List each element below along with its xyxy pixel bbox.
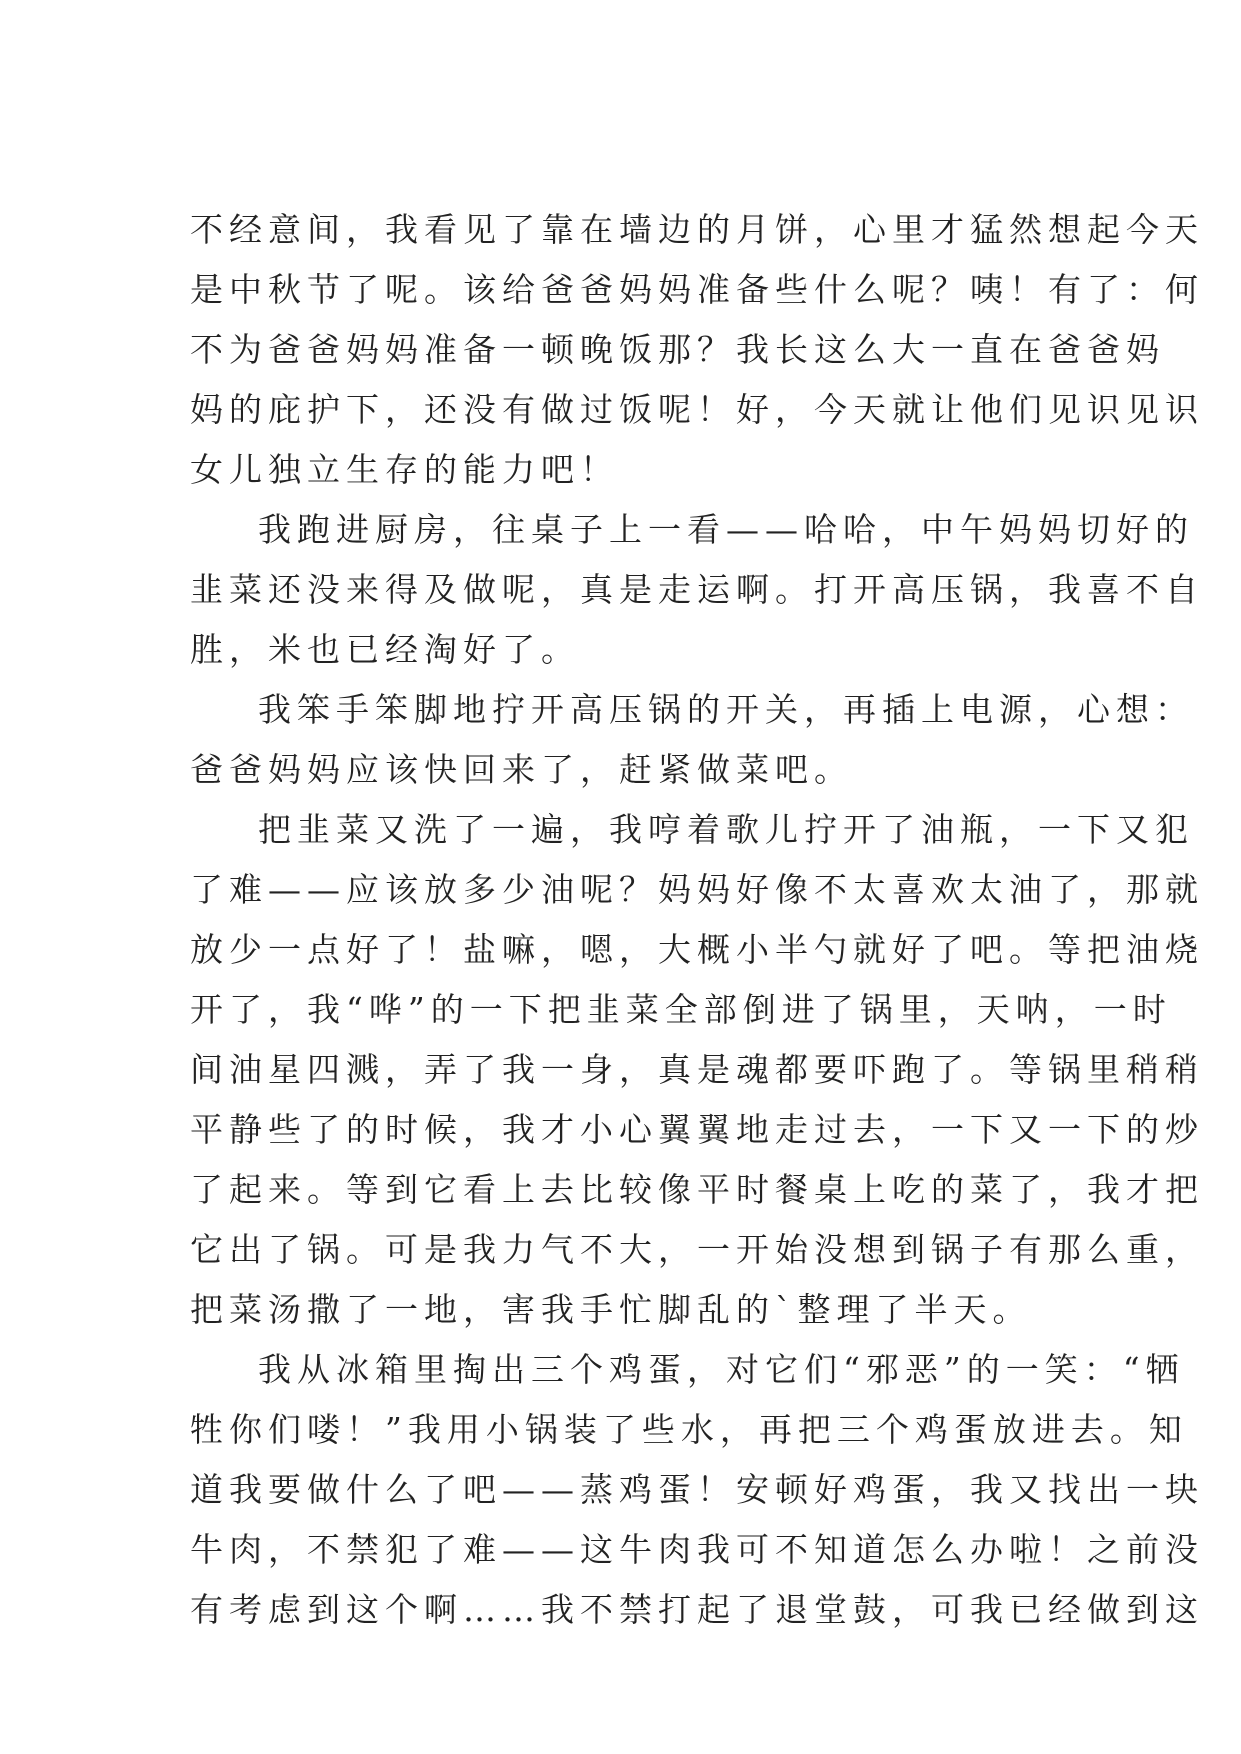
text-line: 道我要做什么了吧——蒸鸡蛋！安顿好鸡蛋，我又找出一块 — [190, 1470, 1204, 1509]
text-line: 有考虑到这个啊……我不禁打起了退堂鼓，可我已经做到这 — [190, 1590, 1204, 1629]
text-line: 牛肉，不禁犯了难——这牛肉我可不知道怎么办啦！之前没 — [190, 1530, 1204, 1569]
text-line: 牲你们喽！”我用小锅装了些水，再把三个鸡蛋放进去。知 — [190, 1410, 1188, 1449]
text-line: 胜，米也已经淘好了。 — [190, 630, 580, 669]
paragraph-first-line: 我从冰箱里掏出三个鸡蛋，对它们“邪恶”的一笑：“牺 — [258, 1350, 1185, 1389]
text-line: 放少一点好了！盐嘛，嗯，大概小半勺就好了吧。等把油烧 — [190, 930, 1204, 969]
text-line: 把菜汤撒了一地，害我手忙脚乱的`整理了半天。 — [190, 1290, 1032, 1329]
text-line: 间油星四溅，弄了我一身，真是魂都要吓跑了。等锅里稍稍 — [190, 1050, 1204, 1089]
text-line: 爸爸妈妈应该快回来了，赶紧做菜吧。 — [190, 750, 853, 789]
text-line: 它出了锅。可是我力气不大，一开始没想到锅子有那么重， — [190, 1230, 1204, 1269]
text-line: 不为爸爸妈妈准备一顿晚饭那？我长这么大一直在爸爸妈 — [190, 330, 1165, 369]
text-line: 妈的庇护下，还没有做过饭呢！好，今天就让他们见识见识 — [190, 390, 1204, 429]
text-line: 女儿独立生存的能力吧！ — [190, 450, 619, 489]
text-line: 了难——应该放多少油呢？妈妈好像不太喜欢太油了，那就 — [190, 870, 1204, 909]
paragraph-first-line: 把韭菜又洗了一遍，我哼着歌儿拧开了油瓶，一下又犯 — [258, 810, 1194, 849]
text-line: 不经意间，我看见了靠在墙边的月饼，心里才猛然想起今天 — [190, 210, 1204, 249]
body-text — [190, 200, 1204, 1640]
text-line: 开了，我“哗”的一下把韭菜全部倒进了锅里，天呐，一时 — [190, 990, 1172, 1029]
text-line: 韭菜还没来得及做呢，真是走运啊。打开高压锅，我喜不自 — [190, 570, 1204, 609]
paragraph-first-line: 我笨手笨脚地拧开高压锅的开关，再插上电源，心想： — [258, 690, 1194, 729]
text-line: 了起来。等到它看上去比较像平时餐桌上吃的菜了，我才把 — [190, 1170, 1204, 1209]
text-line: 是中秋节了呢。该给爸爸妈妈准备些什么呢？咦！有了：何 — [190, 270, 1204, 309]
text-line: 平静些了的时候，我才小心翼翼地走过去，一下又一下的炒 — [190, 1110, 1204, 1149]
paragraph-first-line: 我跑进厨房，往桌子上一看——哈哈，中午妈妈切好的 — [258, 510, 1194, 549]
